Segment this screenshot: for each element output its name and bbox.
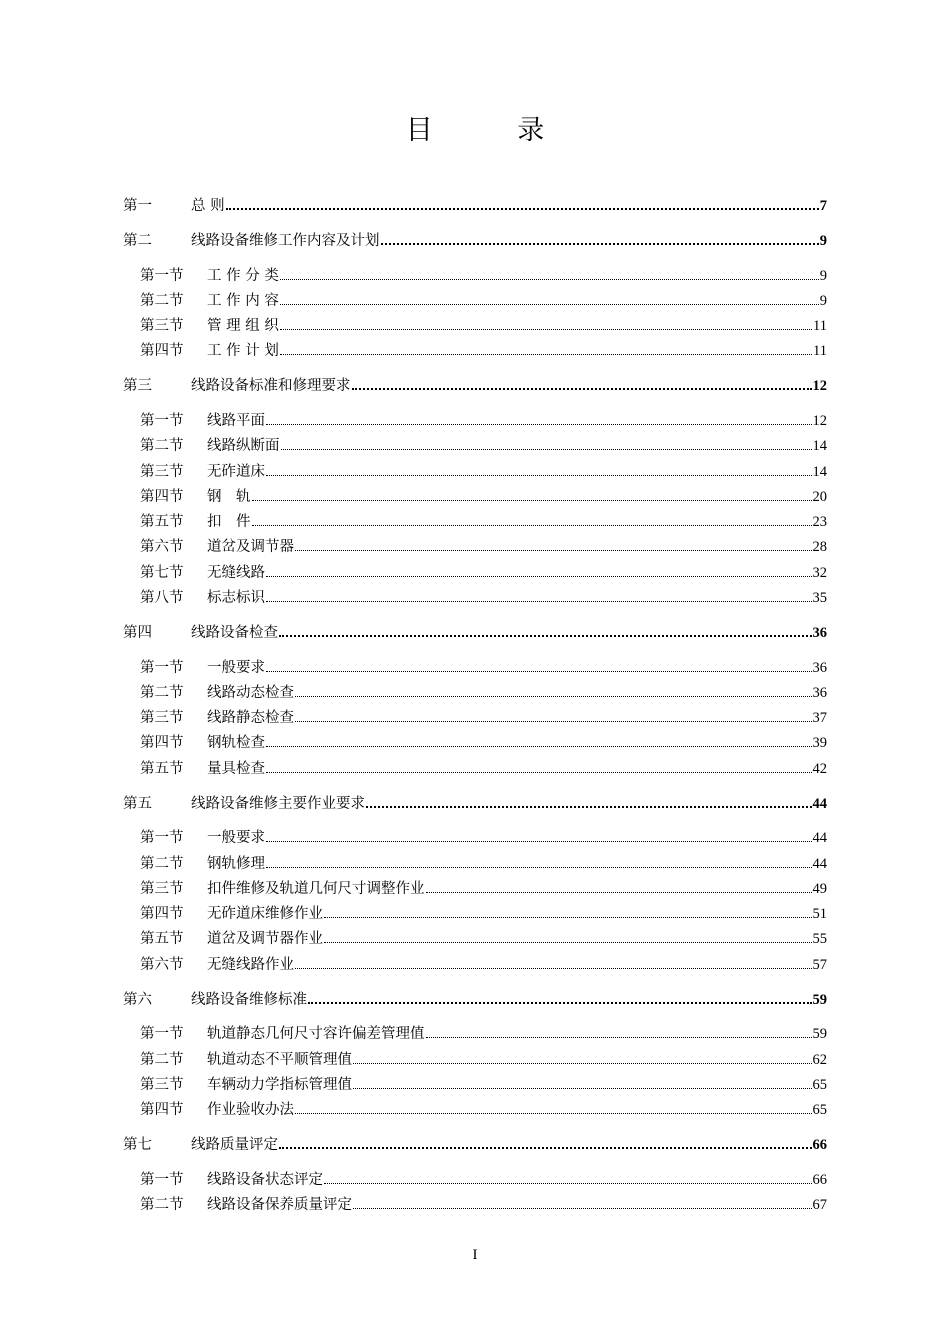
dot-leader [266, 424, 812, 425]
toc-entry-title: 作业验收办法 [207, 1102, 294, 1119]
toc-entry-title: 无砟道床维修作业 [207, 906, 323, 923]
dot-leader [324, 917, 812, 918]
toc-entry-page: 36 [812, 684, 827, 701]
toc-section-entry[interactable] [140, 952, 827, 974]
toc-entry-page: 14 [812, 463, 827, 480]
toc-section-entry[interactable] [140, 560, 827, 582]
toc-entry-number: 第二节 [140, 855, 184, 872]
dot-leader [295, 696, 812, 697]
toc-entry-title: 一般要求 [207, 659, 265, 676]
toc-entry-title: 量具检查 [207, 760, 265, 777]
dot-leader [266, 772, 812, 773]
toc-entry-title: 轨道静态几何尺寸容许偏差管理值 [207, 1026, 425, 1043]
toc-entry-number: 第三节 [140, 318, 184, 335]
toc-entry-page: 66 [812, 1137, 827, 1154]
toc-section-entry[interactable] [140, 1167, 827, 1189]
toc-section-entry[interactable] [140, 901, 827, 923]
toc-entry-title: 轨道动态不平顺管理值 [207, 1051, 352, 1068]
toc-entry-page: 42 [812, 760, 827, 777]
toc-entry-title: 道岔及调节器作业 [207, 931, 323, 948]
toc-entry-number: 第二节 [140, 1196, 184, 1213]
dot-leader [266, 475, 812, 476]
dot-leader [381, 243, 819, 245]
toc-entry-number: 第四节 [140, 735, 184, 752]
dot-leader [252, 500, 812, 501]
toc-entry-title: 工 作 分 类 [207, 267, 279, 284]
toc-section-entry[interactable] [140, 730, 827, 752]
toc-entry-number: 第一节 [140, 412, 184, 429]
toc-entry-number: 第八节 [140, 590, 184, 606]
dot-leader [266, 671, 812, 672]
dot-leader [281, 449, 812, 450]
toc-entry-number: 第一节 [140, 267, 184, 284]
toc-entry-number: 第一节 [140, 1026, 184, 1043]
toc-entry-page: 36 [812, 659, 827, 676]
toc-entry-title: 扣件维修及轨道几何尺寸调整作业 [207, 880, 425, 897]
toc-entry-page: 9 [819, 233, 827, 249]
toc-section-entry[interactable] [140, 338, 827, 360]
toc-entry-page: 59 [812, 1026, 827, 1043]
toc-entry-title: 线路设备标准和修理要求 [191, 378, 351, 395]
dot-leader [280, 354, 812, 355]
toc-entry-title: 线路设备状态评定 [207, 1171, 323, 1188]
footer-page-number: I [472, 1247, 478, 1263]
toc-entry-page: 9 [819, 292, 827, 309]
toc-entry-title: 线路设备维修主要作业要求 [191, 795, 365, 812]
toc-entry-title: 总 则 [191, 198, 225, 214]
toc-chapter-entry[interactable] [123, 791, 827, 813]
toc-entry-page: 66 [812, 1171, 827, 1188]
dot-leader [295, 1113, 812, 1114]
toc-entry-number: 第一节 [140, 1171, 184, 1188]
toc-entry-page: 67 [812, 1196, 827, 1213]
dot-leader [266, 576, 812, 577]
toc-entry-number: 第五节 [140, 931, 184, 948]
toc-entry-title: 钢轨修理 [207, 855, 265, 872]
toc-section-entry[interactable] [140, 851, 827, 873]
toc-entry-title: 管 理 组 织 [207, 318, 279, 335]
toc-entry-number: 第二节 [140, 684, 184, 701]
toc-entry-title: 扣 件 [207, 514, 251, 531]
toc-entry-page: 59 [812, 991, 827, 1008]
toc-entry-number: 第三 [123, 378, 152, 395]
toc-entry-page: 65 [812, 1102, 827, 1119]
toc-entry-number: 第一节 [140, 659, 184, 676]
toc-section-entry[interactable] [140, 408, 827, 430]
toc-entry-page: 57 [812, 956, 827, 973]
toc-section-entry[interactable] [140, 484, 827, 506]
toc-entry-number: 第一节 [140, 830, 184, 847]
dot-leader [280, 304, 819, 305]
toc-entry-title: 工 作 计 划 [207, 343, 279, 360]
toc-entry-number: 第一 [123, 198, 152, 214]
toc-entry-title: 线路质量评定 [191, 1137, 278, 1154]
toc-entry-title: 线路设备维修标准 [191, 991, 307, 1008]
toc-entry-page: 14 [812, 438, 827, 455]
toc-entry-title: 线路设备检查 [191, 625, 278, 641]
toc-entry-number: 第四 [123, 625, 152, 641]
toc-entry-number: 第五 [123, 795, 152, 812]
toc-chapter-entry[interactable] [123, 228, 827, 250]
toc-entry-page: 12 [812, 378, 827, 395]
toc-entry-title: 道岔及调节器 [207, 539, 294, 556]
dot-leader [426, 892, 812, 893]
toc-section-entry[interactable] [140, 680, 827, 702]
toc-entry-number: 第二 [123, 233, 152, 249]
toc-entry-number: 第六节 [140, 539, 184, 556]
dot-leader [266, 601, 812, 602]
toc-entry-number: 第四节 [140, 906, 184, 923]
toc-entry-title: 钢 轨 [207, 488, 251, 505]
toc-entry-page: 12 [812, 412, 827, 429]
toc-section-entry[interactable] [140, 534, 827, 556]
dot-leader [279, 1147, 812, 1149]
toc-entry-page: 9 [819, 267, 827, 284]
dot-leader [295, 721, 812, 722]
toc-section-entry[interactable] [140, 876, 827, 898]
toc-entry-page: 11 [813, 343, 827, 360]
toc-section-entry[interactable] [140, 825, 827, 847]
toc-section-entry[interactable] [140, 1072, 827, 1094]
dot-leader [308, 1002, 812, 1004]
toc-entry-number: 第七 [123, 1137, 152, 1154]
toc-chapter-entry[interactable] [123, 373, 827, 395]
toc-entry-title: 线路设备保养质量评定 [207, 1196, 352, 1213]
toc-entry-number: 第三节 [140, 880, 184, 897]
toc-entry-title: 线路平面 [207, 412, 265, 429]
dot-leader [295, 550, 812, 551]
toc-entry-number: 第六节 [140, 956, 184, 973]
toc-section-entry[interactable] [140, 1097, 827, 1119]
toc-entry-page: 55 [812, 931, 827, 948]
toc-section-entry[interactable] [140, 1021, 827, 1043]
toc-entry-page: 36 [812, 625, 827, 641]
toc-entry-title: 无缝线路作业 [207, 956, 294, 973]
toc-section-entry[interactable] [140, 459, 827, 481]
dot-leader [353, 1208, 812, 1209]
toc-entry-number: 第三节 [140, 463, 184, 480]
toc-entry-title: 标志标识 [207, 590, 265, 606]
toc-entry-page: 44 [812, 855, 827, 872]
toc-entry-number: 第五节 [140, 514, 184, 531]
page-title: 目 录 [405, 115, 583, 146]
toc-section-entry[interactable] [140, 509, 827, 531]
toc-section-entry[interactable] [140, 926, 827, 948]
toc-entry-title: 线路纵断面 [207, 438, 280, 455]
toc-section-entry[interactable] [140, 1047, 827, 1069]
toc-section-entry[interactable] [140, 705, 827, 727]
toc-section-entry[interactable] [140, 585, 827, 607]
toc-entry-number: 第四节 [140, 488, 184, 505]
dot-leader [353, 1063, 812, 1064]
toc-entry-number: 第二节 [140, 1051, 184, 1068]
toc-entry-number: 第四节 [140, 1102, 184, 1119]
dot-leader [280, 329, 812, 330]
toc-entry-number: 第五节 [140, 760, 184, 777]
dot-leader [295, 968, 812, 969]
dot-leader [266, 841, 812, 842]
toc-entry-page: 51 [812, 906, 827, 923]
dot-leader [352, 388, 812, 390]
dot-leader [252, 525, 812, 526]
toc-chapter-entry[interactable] [123, 987, 827, 1009]
toc-entry-number: 第二节 [140, 292, 184, 309]
dot-leader [324, 942, 812, 943]
dot-leader [353, 1088, 812, 1089]
toc-entry-title: 无砟道床 [207, 463, 265, 480]
toc-entry-number: 第二节 [140, 438, 184, 455]
toc-section-entry[interactable] [140, 433, 827, 455]
toc-entry-page: 11 [813, 318, 827, 335]
toc-entry-page: 37 [812, 710, 827, 727]
dot-leader [266, 746, 812, 747]
dot-leader [426, 1037, 812, 1038]
dot-leader [324, 1183, 812, 1184]
toc-entry-number: 第六 [123, 991, 152, 1008]
toc-section-entry[interactable] [140, 313, 827, 335]
toc-chapter-entry[interactable] [123, 193, 827, 215]
toc-entry-page: 39 [812, 735, 827, 752]
toc-entry-title: 线路动态检查 [207, 684, 294, 701]
toc-entry-page: 35 [812, 590, 827, 606]
dot-leader [266, 867, 812, 868]
toc-entry-title: 钢轨检查 [207, 735, 265, 752]
toc-entry-title: 线路静态检查 [207, 710, 294, 727]
toc-section-entry[interactable] [140, 756, 827, 778]
toc-entry-page: 32 [812, 564, 827, 581]
toc-section-entry[interactable] [140, 1192, 827, 1214]
toc-section-entry[interactable] [140, 288, 827, 310]
toc-entry-title: 线路设备维修工作内容及计划 [191, 233, 380, 249]
toc-entry-number: 第七节 [140, 564, 184, 581]
dot-leader [279, 635, 812, 637]
toc-entry-title: 工 作 内 容 [207, 292, 279, 309]
toc-entry-title: 无缝线路 [207, 564, 265, 581]
toc-entry-title: 一般要求 [207, 830, 265, 847]
toc-entry-number: 第三节 [140, 710, 184, 727]
dot-leader [366, 806, 812, 808]
toc-entry-page: 23 [812, 514, 827, 531]
toc-entry-page: 20 [812, 488, 827, 505]
toc-entry-page: 44 [812, 830, 827, 847]
toc-entry-number: 第四节 [140, 343, 184, 360]
toc-entry-page: 49 [812, 880, 827, 897]
toc-chapter-entry[interactable] [123, 620, 827, 642]
toc-entry-page: 62 [812, 1051, 827, 1068]
dot-leader [226, 208, 819, 210]
toc-entry-page: 7 [819, 198, 827, 214]
toc-entry-page: 28 [812, 539, 827, 556]
toc-entry-number: 第三节 [140, 1076, 184, 1093]
toc-entry-page: 65 [812, 1076, 827, 1093]
toc-section-entry[interactable] [140, 655, 827, 677]
toc-entry-page: 44 [812, 795, 827, 812]
dot-leader [280, 279, 819, 280]
toc-section-entry[interactable] [140, 263, 827, 285]
toc-chapter-entry[interactable] [123, 1132, 827, 1154]
toc-entry-title: 车辆动力学指标管理值 [207, 1076, 352, 1093]
